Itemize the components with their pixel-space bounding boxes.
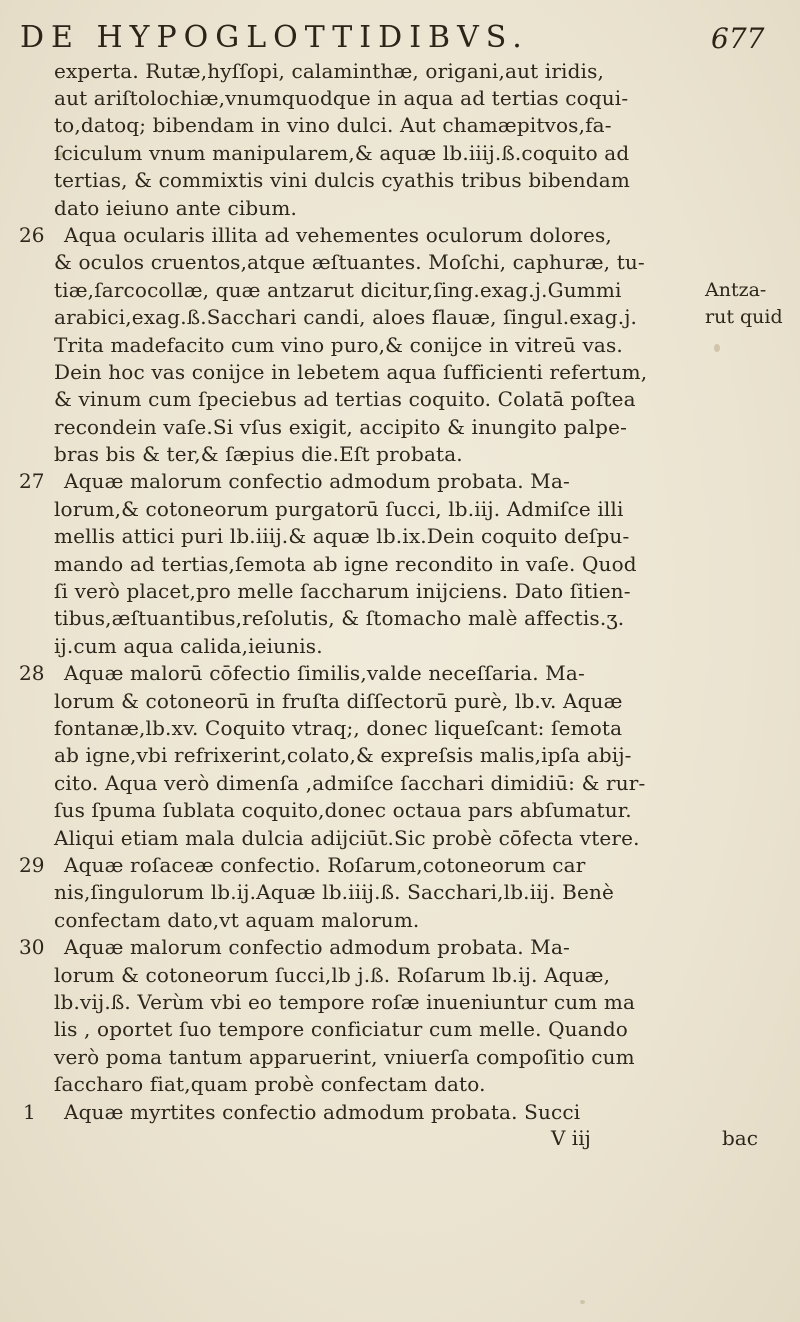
recipe-number: 30: [19, 935, 45, 959]
text-line: ſi verò placet,pro melle ſaccharum inijciens. Dato ſitien-: [54, 579, 631, 603]
text-line: experta. Rutæ,hyſſopi, calaminthæ, origani,aut iridis,: [54, 59, 605, 83]
margin-note: rut quid: [705, 306, 783, 328]
text-line: lorum & cotoneorum ſucci,lb j.ß. Roſarum lb.ij. Aquæ,: [54, 963, 611, 987]
signature-mark: V iij: [551, 1126, 591, 1150]
text-line: Aliqui etiam mala dulcia adijciūt.Sic probè cōfecta vtere.: [54, 826, 640, 850]
catchword: bac: [722, 1126, 758, 1150]
text-line: Aquæ malorum confectio admodum probata. Ma-: [64, 935, 570, 959]
recipe-number: 29: [19, 853, 45, 877]
text-line: to,datoq; bibendam in vino dulci. Aut chamæpitvos,fa-: [54, 113, 612, 137]
text-line: Aqua ocularis illita ad vehementes oculorum dolores,: [64, 223, 612, 247]
text-line: lorum,& cotoneorum purgatorū ſucci, lb.iij. Admiſce illi: [54, 497, 624, 521]
text-line: aut ariſtolochiæ,vnumquodque in aqua ad tertias coqui-: [54, 86, 629, 110]
recipe-number: 28: [19, 661, 45, 685]
recipe-number: 1: [23, 1100, 36, 1124]
text-line: Trita madefacito cum vino puro,& conijce in vitreū vas.: [54, 333, 623, 357]
text-line: mellis attici puri lb.iiij.& aquæ lb.ix.Dein coquito deſpu-: [54, 524, 630, 548]
text-line: Aquæ myrtites confectio admodum probata. Succi: [64, 1100, 581, 1124]
text-line: mando ad tertias,ſemota ab igne recondito in vaſe. Quod: [54, 552, 637, 576]
text-line: Aquæ malorū cōfectio ſimilis,valde neceſſaria. Ma-: [64, 661, 585, 685]
text-line: ij.cum aqua calida,ieiunis.: [54, 634, 323, 658]
text-line: bras bis & ter,& ſæpius die.Eſt probata.: [54, 442, 463, 466]
text-line: ſciculum vnum manipularem,& aquæ lb.iiij.ß.coquito ad: [54, 141, 630, 165]
text-line: verò poma tantum apparuerint, vniuerſa compoſitio cum: [54, 1045, 635, 1069]
text-line: tibus,æſtuantibus,reſolutis, & ſtomacho malè affectis.ʒ.: [54, 606, 625, 630]
text-line: lb.vij.ß. Verùm vbi eo tempore roſæ inueniuntur cum ma: [54, 990, 636, 1014]
recipe-number: 27: [19, 469, 45, 493]
page-footer: [0, 1125, 800, 1165]
text-line: ab igne,vbi refrixerint,colato,& expreſsis malis,ipſa abij-: [54, 743, 632, 767]
text-line: lorum & cotoneorū in fruſta diſſectorū purè, lb.v. Aquæ: [54, 689, 623, 713]
text-line: Dein hoc vas conijce in lebetem aqua ſufficienti refertum,: [54, 360, 648, 384]
text-line: tiæ,ſarcocollæ, quæ antzarut dicitur,ſing.exag.j.Gummi: [54, 278, 622, 302]
text-line: confectam dato,vt aquam malorum.: [54, 908, 420, 932]
text-line: ſus ſpuma ſublata coquito,donec octaua pars abſumatur.: [54, 798, 632, 822]
text-line: Aquæ roſaceæ confectio. Roſarum,cotoneorum car: [64, 853, 586, 877]
ink-stain: [580, 1300, 585, 1304]
text-line: & oculos cruentos,atque æſtuantes. Moſchi, caphuræ, tu-: [54, 250, 645, 274]
text-line: cito. Aqua verò dimenſa ,admiſce ſacchari dimidiū: & rur-: [54, 771, 646, 795]
text-line: Aquæ malorum confectio admodum probata. Ma-: [64, 469, 570, 493]
page-number: 677: [711, 22, 765, 55]
text-line: nis,ſingulorum lb.ij.Aquæ lb.iiij.ß. Sacchari,lb.iij. Benè: [54, 880, 614, 904]
ink-stain: [714, 344, 720, 352]
running-head: DE HYPOGLOTTIDIBVS.: [20, 20, 529, 55]
text-line: lis , oportet ſuo tempore conficiatur cum melle. Quando: [54, 1017, 628, 1041]
text-line: tertias, & commixtis vini dulcis cyathis tribus bibendam: [54, 168, 630, 192]
page-header: [0, 10, 800, 56]
text-line: ſaccharo fiat,quam probè confectam dato.: [54, 1072, 486, 1096]
text-line: dato ieiuno ante cibum.: [54, 196, 298, 220]
text-line: fontanæ,lb.xv. Coquito vtraq;, donec liqueſcant: ſemota: [54, 716, 623, 740]
recipe-number: 26: [19, 223, 45, 247]
text-line: recondein vaſe.Si vſus exigit, accipito & inungito palpe-: [54, 415, 627, 439]
margin-note: Antza-: [705, 279, 767, 301]
text-line: arabici,exag.ß.Sacchari candi, aloes flauæ, ſingul.exag.j.: [54, 305, 638, 329]
text-line: & vinum cum ſpeciebus ad tertias coquito. Colatā poſtea: [54, 387, 636, 411]
